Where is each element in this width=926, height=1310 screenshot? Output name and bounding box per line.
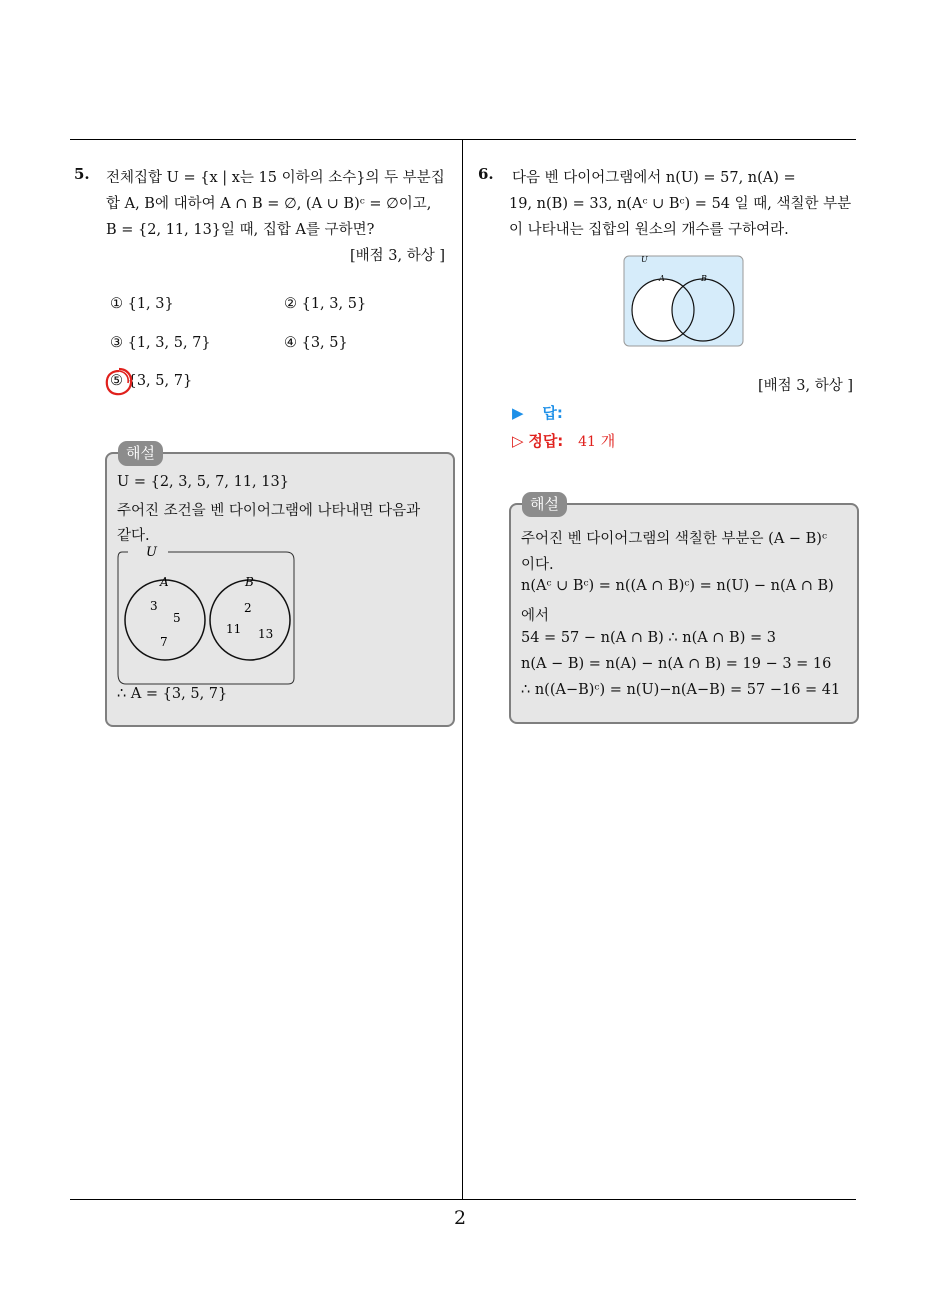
universe-label: U [641, 255, 648, 264]
option-text: {1, 3} [127, 296, 174, 312]
question-text-line: 합 A, B에 대하여 A ∩ B = ∅, (A ∪ B)ᶜ = ∅이고, [106, 196, 432, 212]
selected-answer-circle-icon [102, 365, 136, 399]
universe-label: U [146, 545, 157, 560]
bottom-rule [70, 1199, 856, 1200]
score-label: [배점 3, 하상 ] [350, 248, 446, 264]
solution-line: 같다. [117, 528, 150, 544]
set-a-label: A [160, 575, 169, 589]
b-element: 11 [226, 622, 242, 636]
b-element: 2 [244, 601, 252, 615]
solution-venn-diagram [112, 542, 302, 690]
solution-line: n(Aᶜ ∪ Bᶜ) = n((A ∩ B)ᶜ) = n(U) − n(A ∩ B) [521, 578, 834, 594]
option-3[interactable] [110, 335, 211, 351]
solution-tag: 해설 [118, 441, 163, 466]
option-mark: ③ [110, 335, 123, 351]
solution-line: 54 = 57 − n(A ∩ B) ∴ n(A ∩ B) = 3 [521, 630, 776, 646]
answer-row [512, 402, 563, 423]
solution-conclusion: ∴ A = {3, 5, 7} [117, 686, 228, 702]
option-mark: ② [284, 296, 297, 312]
a-element: 5 [173, 611, 181, 625]
solution-line: 이다. [521, 557, 554, 573]
solution-tag: 해설 [522, 492, 567, 517]
solution-line: 주어진 조건을 벤 다이어그램에 나타내면 다음과 [117, 503, 421, 519]
option-text: {1, 3, 5} [301, 296, 367, 312]
solution-line: ∴ n((A−B)ᶜ) = n(U)−n(A−B) = 57 −16 = 41 [521, 682, 841, 698]
page-number: 2 [454, 1207, 467, 1229]
b-element: 13 [258, 627, 274, 641]
option-mark: ① [110, 296, 123, 312]
column-divider [462, 139, 463, 1200]
set-a-label: A [659, 274, 665, 283]
option-text: {3, 5, 7} [127, 373, 193, 389]
a-element: 3 [150, 599, 158, 613]
option-mark: ④ [284, 335, 297, 351]
universe-frame [118, 552, 294, 684]
outline-arrow-icon: ▷ [512, 432, 524, 450]
option-text: {1, 3, 5, 7} [127, 335, 211, 351]
question-text-line: 19, n(B) = 33, n(Aᶜ ∪ Bᶜ) = 54 일 때, 색칠한 부분 [509, 196, 852, 212]
play-arrow-icon: ▶ [512, 404, 524, 422]
set-b-circle [210, 580, 290, 660]
set-b-label: B [701, 274, 707, 283]
score-label: [배점 3, 하상 ] [758, 378, 854, 394]
question-number: 5. [74, 165, 90, 183]
solution-line: 주어진 벤 다이어그램의 색칠한 부분은 (A − B)ᶜ [521, 531, 827, 547]
top-rule [70, 139, 856, 140]
option-2[interactable] [284, 296, 366, 312]
question-text-line: 전체집합 U = {x | x는 15 이하의 소수}의 두 부분집 [106, 170, 445, 186]
option-mark: ⑤ [110, 373, 123, 389]
answer-label: 답: [542, 404, 563, 422]
question-text-line: 이 나타내는 집합의 원소의 개수를 구하여라. [509, 222, 789, 238]
option-4[interactable] [284, 335, 348, 351]
question-text-line: B = {2, 11, 13}일 때, 집합 A를 구하면? [106, 222, 375, 238]
solution-line: U = {2, 3, 5, 7, 11, 13} [117, 474, 289, 490]
question-venn-diagram [623, 255, 745, 348]
question-text-line: 다음 벤 다이어그램에서 n(U) = 57, n(A) = [512, 170, 796, 186]
option-text: {3, 5} [301, 335, 348, 351]
correct-label: 정답: [528, 432, 564, 450]
set-b-label: B [245, 575, 254, 589]
correct-unit: 개 [600, 432, 616, 450]
question-number: 6. [478, 165, 494, 183]
a-element: 7 [160, 635, 168, 649]
correct-answer-row [512, 430, 615, 451]
solution-line: n(A − B) = n(A) − n(A ∩ B) = 19 − 3 = 16 [521, 656, 832, 672]
solution-line: 에서 [521, 608, 550, 624]
option-1[interactable] [110, 296, 174, 312]
correct-value: 41 [578, 434, 596, 450]
